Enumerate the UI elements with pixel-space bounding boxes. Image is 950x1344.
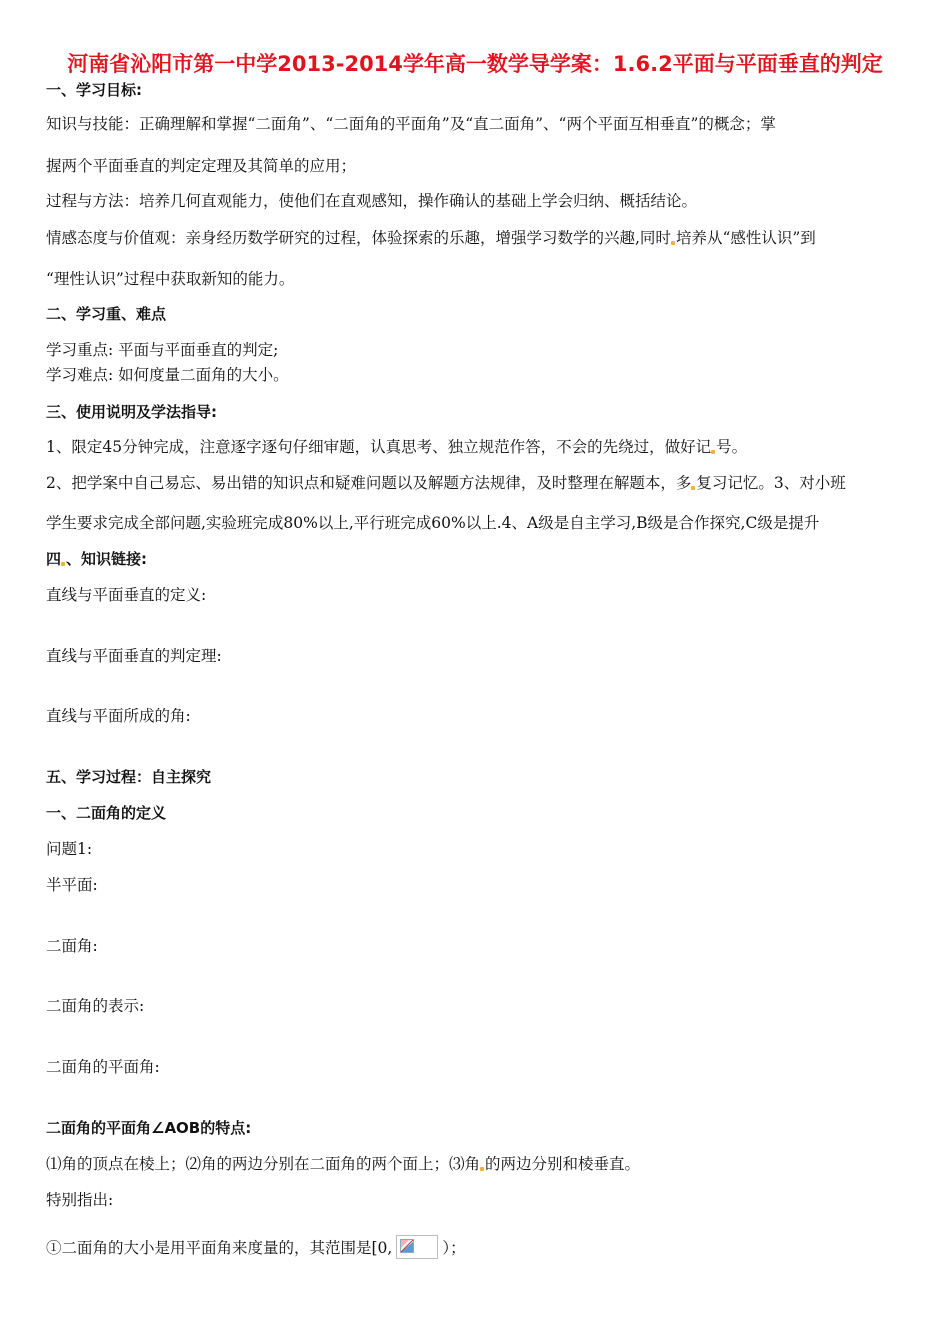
note-1-text-a: ①二面角的大小是用平面角来度量的，其范围是[0, (46, 1239, 393, 1257)
note-1-text-b: ）； (442, 1239, 466, 1257)
instruction-2-text-b: 复习记忆。3、对小班 (696, 474, 846, 492)
note-1 (46, 1235, 908, 1259)
link-theorem: 直线与平面垂直的判定理: (46, 647, 222, 665)
instruction-3: 学生要求完成全部问题,实验班完成80%以上,平行班完成60%以上.4、A级是自主学习,B级是合作探究,C级是提升 (46, 514, 820, 532)
dihedral-notation-label: 二面角的表示: (46, 997, 145, 1015)
difficult-point: 学习难点: 如何度量二面角的大小。 (46, 366, 289, 384)
features-text-a: ⑴角的顶点在棱上；⑵角的两边分别在二面角的两个面上；⑶角 (46, 1155, 481, 1173)
plane-angle-label: 二面角的平面角: (46, 1058, 160, 1076)
special-note-label: 特别指出: (46, 1191, 114, 1209)
section-goals-heading: 一、学习目标: (46, 81, 142, 99)
section-process-heading: 五、学习过程：自主探究 (46, 768, 212, 786)
dihedral-label: 二面角: (46, 937, 98, 955)
page-title: 河南省沁阳市第一中学2013-2014学年高一数学导学案：1.6.2平面与平面垂直的判定 (67, 52, 883, 76)
goal-emotion-text-b: 培养从“感性认识”到 (675, 229, 816, 247)
question-1: 问题1: (46, 840, 93, 858)
features-text-b: 的两边分别和棱垂直。 (485, 1155, 641, 1173)
key-point: 学习重点: 平面与平面垂直的判定; (46, 341, 279, 359)
links-heading-b: 、知识链接: (66, 550, 148, 568)
marker-dot (711, 450, 715, 454)
goal-emotion-text-a: 情感态度与价值观：亲身经历数学研究的过程，体验探索的乐趣，增强学习数学的兴趣,同时 (46, 229, 671, 247)
goal-knowledge-line1: 知识与技能：正确理解和掌握“二面角”、“二面角的平面角”及“直二面角”、“两个平面互相垂直”的概念；掌 (46, 115, 776, 133)
plane-angle-features-heading: 二面角的平面角∠AOB的特点: (46, 1119, 252, 1137)
section-keypoints-heading: 二、学习重、难点 (46, 305, 167, 323)
plane-angle-features (46, 1154, 908, 1174)
half-plane-label: 半平面: (46, 876, 98, 894)
link-definition: 直线与平面垂直的定义: (46, 586, 207, 604)
broken-image-icon (396, 1235, 438, 1259)
section-links-heading (46, 549, 908, 569)
subsection-dihedral-definition: 一、二面角的定义 (46, 804, 167, 822)
marker-dot (61, 562, 65, 566)
marker-dot (691, 486, 695, 490)
instruction-1 (46, 437, 908, 457)
instruction-1-text-b: 号。 (716, 438, 748, 456)
instruction-2-text-a: 2、把学案中自己易忘、易出错的知识点和疑难问题以及解题方法规律，及时整理在解题本，多 (46, 474, 692, 492)
marker-dot (671, 241, 675, 245)
instruction-1-text-a: 1、限定45分钟完成，注意逐字逐句仔细审题，认真思考、独立规范作答，不会的先绕过，做好记 (46, 438, 712, 456)
link-angle: 直线与平面所成的角: (46, 707, 191, 725)
goal-knowledge-line2: 握两个平面垂直的判定定理及其简单的应用； (46, 157, 357, 175)
marker-dot (480, 1167, 484, 1171)
instruction-2 (46, 473, 908, 493)
section-instructions-heading: 三、使用说明及学法指导: (46, 403, 217, 421)
goal-process: 过程与方法：培养几何直观能力，使他们在直观感知，操作确认的基础上学会归纳、概括结论。 (46, 192, 698, 210)
links-heading-a: 四 (46, 550, 62, 568)
goal-emotion-line1 (46, 228, 908, 248)
goal-emotion-line2: “理性认识”过程中获取新知的能力。 (46, 270, 295, 288)
